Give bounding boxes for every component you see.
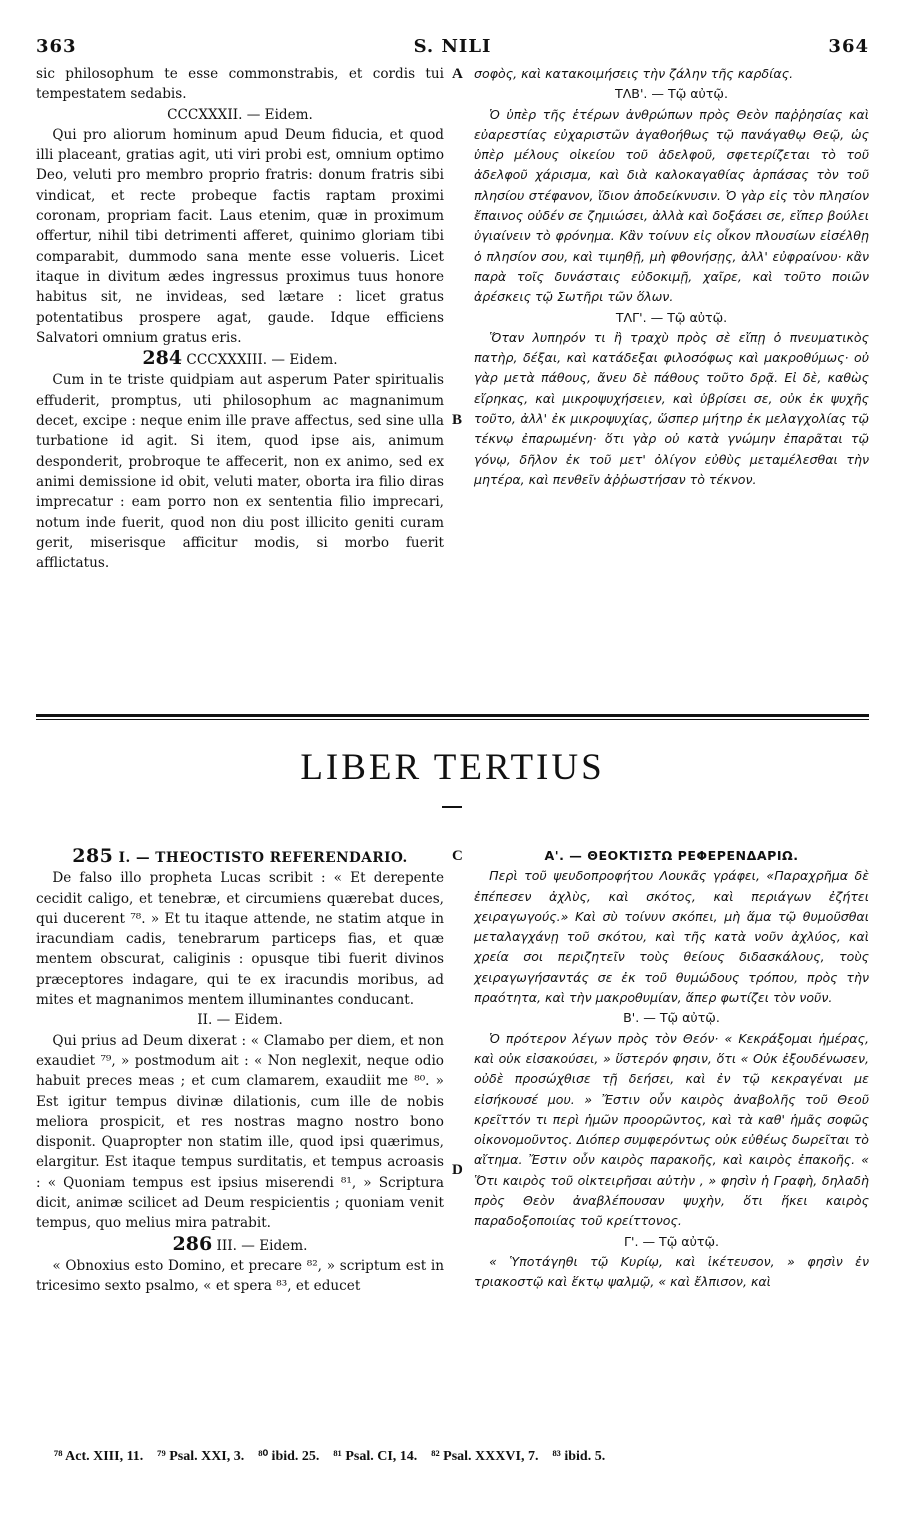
paragraph: De falso illo propheta Lucas scribit : « Et derepente cecidit caligo, et tenebræ, et circumiens quærebat duces, qui ducerent ⁷⁸. » Et tu itaque attende, ne statim atque in iracundiam cadis, tenebrarum particeps fias, et quæ mentem obscurat, caliginis : opusque tibi fuerit divinos præceptores indagare, qui te ex iracundis moribus, ad mites et magnanimos mentem illuminantes conducant. [36, 870, 444, 1009]
letter-heading [36, 348, 444, 370]
heading-text: CCCXXXII. — Eidem. [167, 106, 313, 123]
page-header [36, 36, 869, 62]
footnote: ⁷⁸ Act. XIII, 11. [54, 1449, 144, 1464]
margin-marker-d: D [452, 1162, 463, 1178]
heading-text: Γ'. — Τῷ αὐτῷ. [623, 1233, 720, 1249]
footnote: ⁷⁹ Psal. XXI, 3. [157, 1449, 245, 1464]
paragraph: Qui pro aliorum hominum apud Deum fiducia, et quod illi placeant, gratias agit, uti viri probi est, omnium optimo Deo, veluti pro membro proprio fratris: donum fratris sibi vindicat, et recte probeque factis raptam proximi coronam, propriam facit. Laus etenim, quæ in proximum offertur, nihil tibi detrimenti afferet, quinimo gloriam tibi comparabit, dummodo sana mente esse volueris. Licet itaque in divitum ædes ingressus proximus tuus honore habitus sit, ne invideas, sed lætare : licet gratus potentatibus prospere agat, gaude. Idque efficiens Salvatori omnium gratus eris. [36, 126, 444, 346]
paragraph: Ὅταν λυπηρόν τι ἢ τραχὺ πρὸς σὲ εἴπῃ ὁ πνευματικὸς πατὴρ, δέξαι, καὶ κατάδεξαι φιλοσόφως καὶ μακροθύμως· οὐ γὰρ μετὰ πάθους, ἄνευ δὲ πάθους τοῦτο δρᾷ. Εἰ δὲ, καθὼς εἴρηκας, καὶ μικροψυχήσειεν, καὶ ὑβρίσει σε, οὐκ ἐκ ψυχῆς τοῦτο, ἀλλ' ἐκ μικροψυχίας, ὥσπερ μήτηρ ἐκ μελαγχολίας τῷ τέκνῳ ἐπαρωμένη· ὅτι γὰρ οὐ κατὰ γνώμην ἐπαρᾶται τῷ γόνῳ, δῆλον ἐκ τοῦ μετ' ὀλίγον εὐθὺς μεταμέλεσθαι τὴν μητέρα, καὶ πενθεῖν ἀῤῥωστήσαν τὸ τέκνον. [474, 329, 869, 487]
heading-text: II. — Eidem. [197, 1012, 283, 1029]
paragraph: Περὶ τοῦ ψευδοπροφήτου Λουκᾶς γράφει, «Παραχρῆμα δὲ ἐπέπεσεν ἀχλὺς, καὶ σκότος, καὶ περιάγων ἐζήτει χειραγωγούς.» Καὶ σὺ τοίνυν σκόπει, μὴ ἅμα τῷ θυμοῦσθαι μεταλαγχάνῃ τοῦ σκότου, καὶ τῆς κατὰ νοῦν ἀχλύος, καὶ χρεία σοι περιζητεῖν τοὺς θείους διδασκάλους, τοὺς χειραγωγήσαντάς σε ἐκ τοῦ θυμώδους τρόπου, πρὸς τὴν πραότητα, καὶ τὴν μακροθυμίαν, ἅπερ φωτίζει τὸν νοῦν. [474, 868, 869, 1006]
margin-marker-b: B [452, 412, 463, 428]
heading-text: Β'. — Τῷ αὐτῷ. [623, 1010, 720, 1026]
heading-text: I. — THEOCTISTO REFERENDARIO. [118, 850, 408, 866]
heading-text: ΤΛΓ'. — Τῷ αὐτῷ. [615, 309, 728, 325]
paragraph: σοφὸς, καὶ κατακοιμήσεις τὴν ζάλην τῆς καρδίας. [474, 66, 794, 81]
section-rule-thin [36, 719, 869, 720]
book-title: LIBER TERTIUS [300, 747, 605, 788]
heading-text: ΤΛΒ'. — Τῷ αὐτῷ. [615, 86, 728, 102]
footnote: ⁸⁰ ibid. 25. [258, 1449, 320, 1464]
footnote: ⁸² Psal. XXXVI, 7. [431, 1449, 539, 1464]
paragraph: Ὁ πρότερον λέγων πρὸς τὸν Θεόν· « Κεκράξομαι ἡμέρας, καὶ οὐκ εἰσακούσει, » ὕστερόν φησιν, ὅτι « Οὐκ ἐξουδένωσεν, οὐδὲ προσώχθισε τῇ δεήσει, καὶ ἐν τῷ κεκραγέναι με εἰσήκουσέ μου. » Ἔστιν οὖν καιρὸς ἀναβολῆς τοῦ Θεοῦ κρεῖττόν τι περὶ ἡμῶν προορῶντος, καὶ τὰ καθ' ἡμᾶς σοφῶς οἰκονομοῦντος. Διόπερ συμφερόντως οὐκ εὐθέως δωρεῖται τὸ αἴτημα. Ἔστιν οὖν καιρὸς παρακοῆς, καὶ καιρὸς ἐπακοῆς. « Ὅτι καιρὸς τοῦ οἰκτειρῆσαι αὐτὴν , » φησὶν ἡ Γραφὴ, δηλαδὴ πρὸς Θεὸν ἀναβλέπουσαν ψυχὴν, ὅτι ἥκει καιρὸς παραδοξοποιίας τοῦ κρείττονος. [474, 1030, 869, 1229]
footnote: ⁸³ ibid. 5. [552, 1449, 606, 1464]
column-number: 285 [72, 845, 114, 867]
paragraph: « Ὑποτάγηθι τῷ Κυρίῳ, καὶ ἱκέτευσον, » φησὶν ἐν τριακοστῷ καὶ ἕκτῳ ψαλμῷ, « καὶ ἔλπισον, καὶ [474, 1253, 869, 1290]
greek-column-top [474, 64, 869, 490]
latin-column-bottom [36, 846, 444, 1297]
page-number-right: 364 [828, 36, 869, 57]
letter-heading [474, 1232, 869, 1252]
column-number: 286 [172, 1232, 213, 1255]
page-number-left: 363 [36, 36, 77, 57]
paragraph: « Obnoxius esto Domino, et precare ⁸², » scriptum est in tricesimo sexto psalmo, « et spera ⁸³, et educet [36, 1257, 444, 1295]
margin-marker-a: A [452, 66, 463, 82]
letter-heading [474, 846, 869, 866]
title-dash [442, 806, 462, 808]
latin-column-top [36, 64, 444, 573]
letter-heading [36, 105, 444, 125]
footnote: ⁸¹ Psal. CI, 14. [333, 1449, 418, 1464]
letter-heading [36, 846, 444, 868]
letter-heading [36, 1010, 444, 1030]
paragraph: Cum in te triste quidpiam aut asperum Pater spiritualis effuderit, promptus, uti philosophum ac magnanimum decet, excipe : neque enim ille prave affectus, sed sine ulla turbatione id agit. Si item, quod ipse ais, animum desponderit, probroque te affecerit, non ex animo, sed ex animi demissione id obit, veluti mater, oborta ira filio diras imprecatur : eam porro non ex sententia filio imprecari, notum inde fuerit, quod non diu post illicito geniti curam gerit, miserisque afficitur modis, si morbo fuerit afflictatus. [36, 372, 444, 572]
running-title: S. NILI [413, 36, 492, 57]
paragraph: Qui prius ad Deum dixerat : « Clamabo per diem, et non exaudiet ⁷⁹, » postmodum ait : « Non neglexit, neque odio habuit preces meas ; et cum clamarem, exaudiit me ⁸⁰. » Est igitur tempus divinæ dilationis, cum ille de nobis meliora prospicit, et res nostras magno nostro bono disponit. Quapropter non statim ille, quod ipsi quærimus, elargitur. Est itaque tempus surditatis, et tempus acroasis : « Quoniam tempus est ipsius miserendi ⁸¹, » Scriptura dicit, animæ scilicet ad Deum respicientis ; quoniam venit tempus, quo melius mira patrabit. [36, 1032, 444, 1232]
greek-column-bottom [474, 846, 869, 1293]
letter-heading [474, 1008, 869, 1028]
heading-text: III. — Eidem. [216, 1237, 308, 1254]
paragraph: sic philosophum te esse commonstrabis, et cordis tui tempestatem sedabis. [36, 66, 444, 103]
heading-text: Α'. — ΘΕΟΚΤΙΣΤΩ ΡΕΦΕΡΕΝΔΑΡΙΩ. [544, 848, 799, 863]
heading-text: CCCXXXIII. — Eidem. [186, 352, 338, 369]
footnotes [54, 1448, 874, 1465]
letter-heading [36, 1234, 444, 1256]
letter-heading [474, 308, 869, 328]
section-rule [36, 714, 869, 717]
column-number: 284 [142, 347, 183, 370]
letter-heading [474, 84, 869, 104]
paragraph: Ὁ ὑπὲρ τῆς ἑτέρων ἀνθρώπων πρὸς Θεὸν παῤῥησίας καὶ εὐαρεστίας εὐχαριστῶν ἀγαθοήθως τῷ πανάγαθῳ Θεῷ, ὡς ὑπὲρ μέλους οἰκείου τοῦ ἀδελφοῦ, σφετερίζεται τὸ τοῦ ἀδελφοῦ χάρισμα, καὶ διὰ καλοκαγαθίας ἁρπάσας τὸν τοῦ πλησίου στέφανον, ἴδιον ἀποδείκνυσιν. Ὁ γὰρ εἰς τὸν πλησίον ἔπαινος οὐδέν σε ζημιώσει, ἀλλὰ καὶ δοξάσει σε, εἴπερ βούλει ὑγιαίνειν τὸ φρόνημα. Κἂν τοίνυν εἰς οἶκον πλουσίων εἰσέλθῃ ὁ πλησίον σου, καὶ τιμηθῇ, μὴ φθονήσῃς, ἀλλ' εὐφραίνου· κἂν παρὰ τοῖς δυνάσταις εὐδοκιμῇ, χαῖρε, καὶ τοῦτο ποιῶν ἀρέσκεις τῷ Σωτῆρι τῶν ὅλων. [474, 106, 869, 305]
margin-marker-c: C [452, 848, 463, 864]
